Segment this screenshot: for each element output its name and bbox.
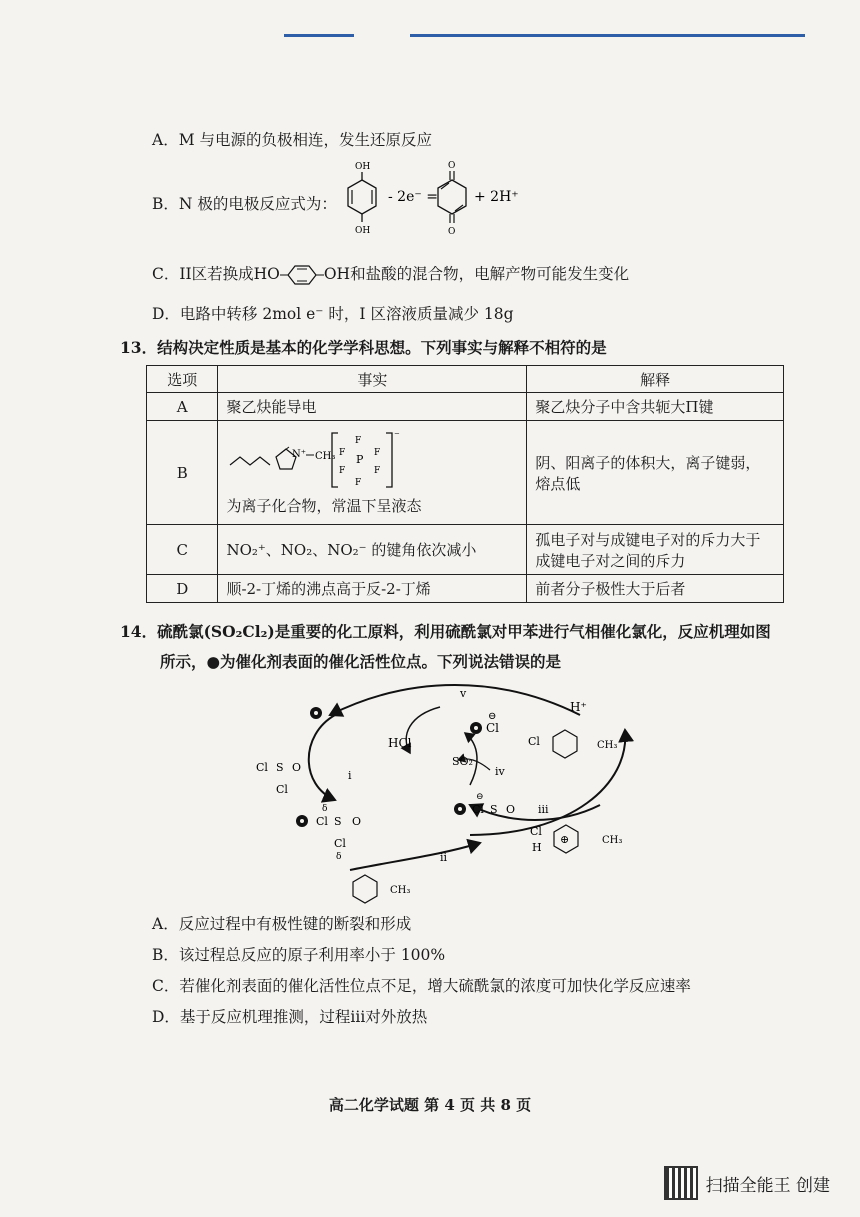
arenium-ch3: CH₃ — [602, 835, 623, 846]
row-explain: 聚乙炔分子中含共轭大Π键 — [527, 393, 784, 421]
row-explain: 前者分子极性大于后者 — [527, 575, 784, 603]
h-plus-label: H⁺ — [570, 700, 587, 714]
row-explain: 阴、阳离子的体积大，离子键弱，熔点低 — [527, 421, 784, 525]
header-option: 选项 — [147, 366, 218, 393]
clso2-cl: Cl — [472, 803, 484, 816]
clso2-o: O — [506, 803, 516, 816]
delta-1: δ — [322, 804, 328, 814]
row-explain: 孤电子对与成键电子对的斥力大于成键电子对之间的斥力 — [527, 525, 784, 575]
q14-option-d: D．基于反应机理推测，过程iii对外放热 — [152, 1008, 428, 1026]
f-label: F — [374, 448, 381, 458]
adsorbed-cl: Cl — [316, 815, 328, 828]
f-label: F — [355, 478, 362, 488]
top-bar-right — [410, 34, 805, 37]
o-label-top: O — [448, 161, 456, 171]
row-label: C — [147, 525, 218, 575]
so2cl2-o: O — [292, 761, 302, 774]
minus-charge: ⁻ — [394, 429, 401, 442]
oh-label-top: OH — [355, 162, 371, 172]
arenium-h: H — [532, 841, 542, 854]
q12-option-c: C．II区若换成HO OH和盐酸的混合物，电解产物可能发生变化 — [152, 262, 629, 287]
p-label: P — [356, 453, 364, 466]
benzene-ring-icon — [280, 263, 324, 287]
q12-option-b-equation — [328, 158, 528, 242]
row-fact: 聚乙炔能导电 — [218, 393, 527, 421]
plus-protons: + 2H⁺ — [474, 189, 519, 205]
table-row — [147, 393, 784, 421]
benzoquinone-structure — [438, 161, 466, 237]
watermark-text: 扫描全能王 创建 — [705, 1175, 830, 1196]
arenium-cl: Cl — [530, 825, 542, 838]
hcl-label: HCl — [388, 736, 412, 750]
ch3-label: CH₃ — [315, 451, 336, 462]
row-label: A — [147, 393, 218, 421]
qr-code-icon — [664, 1166, 698, 1200]
row-label: D — [147, 575, 218, 603]
ionic-liquid-structure — [226, 429, 436, 491]
q14-title-line2: 所示，●为催化剂表面的催化活性位点。下列说法错误的是 — [160, 652, 562, 671]
so2cl2-cl2: Cl — [276, 783, 288, 796]
clso2-s: S — [490, 803, 498, 816]
table-row — [147, 575, 784, 603]
scanner-watermark — [664, 1166, 830, 1200]
row-fact: NO₂⁺、NO₂、NO₂⁻ 的键角依次减小 — [218, 525, 527, 575]
so2-label: SO₂ — [452, 755, 473, 768]
chloride-minus: ⊖ — [488, 711, 497, 722]
q14-option-c: C．若催化剂表面的催化活性位点不足，增大硫酰氯的浓度可加快化学反应速率 — [152, 977, 691, 995]
step-iii-label: iii — [538, 803, 549, 816]
row-label: B — [147, 421, 218, 525]
adsorbed-o: O — [352, 815, 362, 828]
minus-electrons: - 2e⁻ = — [388, 189, 438, 205]
row-fact: 顺-2-丁烯的沸点高于反-2-丁烯 — [218, 575, 527, 603]
q13-table — [146, 365, 784, 603]
f-label: F — [339, 466, 346, 476]
clso2-minus: ⊖ — [476, 792, 484, 802]
so2cl2-s: S — [276, 761, 284, 774]
table-row — [147, 421, 784, 525]
q14-option-b: B．该过程总反应的原子利用率小于 100% — [152, 946, 446, 964]
page-footer: 高二化学试题 第 4 页 共 8 页 — [328, 1096, 532, 1114]
hydroquinone-structure — [348, 162, 376, 236]
o-label-bottom: O — [448, 227, 456, 237]
so2cl2-cl1: Cl — [256, 761, 268, 774]
q12-option-d: D．电路中转移 2mol e⁻ 时，I 区溶液质量减少 18g — [152, 305, 514, 323]
arenium-plus: ⊕ — [560, 833, 570, 846]
q12-option-a: A．M 与电源的负极相连，发生还原反应 — [152, 131, 432, 149]
oh-label-bottom: OH — [355, 226, 371, 236]
adsorbed-cl2: Cl — [334, 837, 346, 850]
q14-title-line1: 14．硫酰氯(SO₂Cl₂)是重要的化工原料，利用硫酰氯对甲苯进行气相催化氯化，反应机理如图 — [120, 622, 771, 641]
f-label: F — [355, 436, 362, 446]
table-row — [147, 525, 784, 575]
delta-2: δ — [336, 852, 342, 862]
header-explanation: 解释 — [527, 366, 784, 393]
row-fact-text: 为离子化合物，常温下呈液态 — [226, 497, 422, 515]
f-label: F — [374, 466, 381, 476]
toluene-ch3: CH₃ — [390, 885, 411, 896]
step-i-label: i — [348, 769, 352, 782]
f-label: F — [339, 448, 346, 458]
n-plus-label: N⁺ — [292, 449, 307, 460]
reaction-mechanism-scheme — [240, 675, 680, 910]
q12-option-b: B．N 极的电极反应式为： — [152, 195, 337, 213]
step-ii-label: ii — [440, 851, 448, 864]
chlorotoluene-ch3: CH₃ — [597, 740, 618, 751]
chlorotoluene-cl: Cl — [528, 735, 540, 748]
adsorbed-s: S — [334, 815, 342, 828]
top-bar-left — [284, 34, 354, 37]
step-v-label: v — [460, 687, 467, 700]
q13-title: 13．结构决定性质是基本的化学学科思想。下列事实与解释不相符的是 — [120, 338, 607, 357]
q14-option-a: A．反应过程中有极性键的断裂和形成 — [152, 915, 412, 933]
site-cl-label: Cl — [486, 721, 500, 735]
header-fact: 事实 — [218, 366, 527, 393]
step-iv-label: iv — [495, 765, 505, 778]
row-fact-ionic — [218, 421, 527, 525]
q13-header-row — [147, 366, 784, 393]
